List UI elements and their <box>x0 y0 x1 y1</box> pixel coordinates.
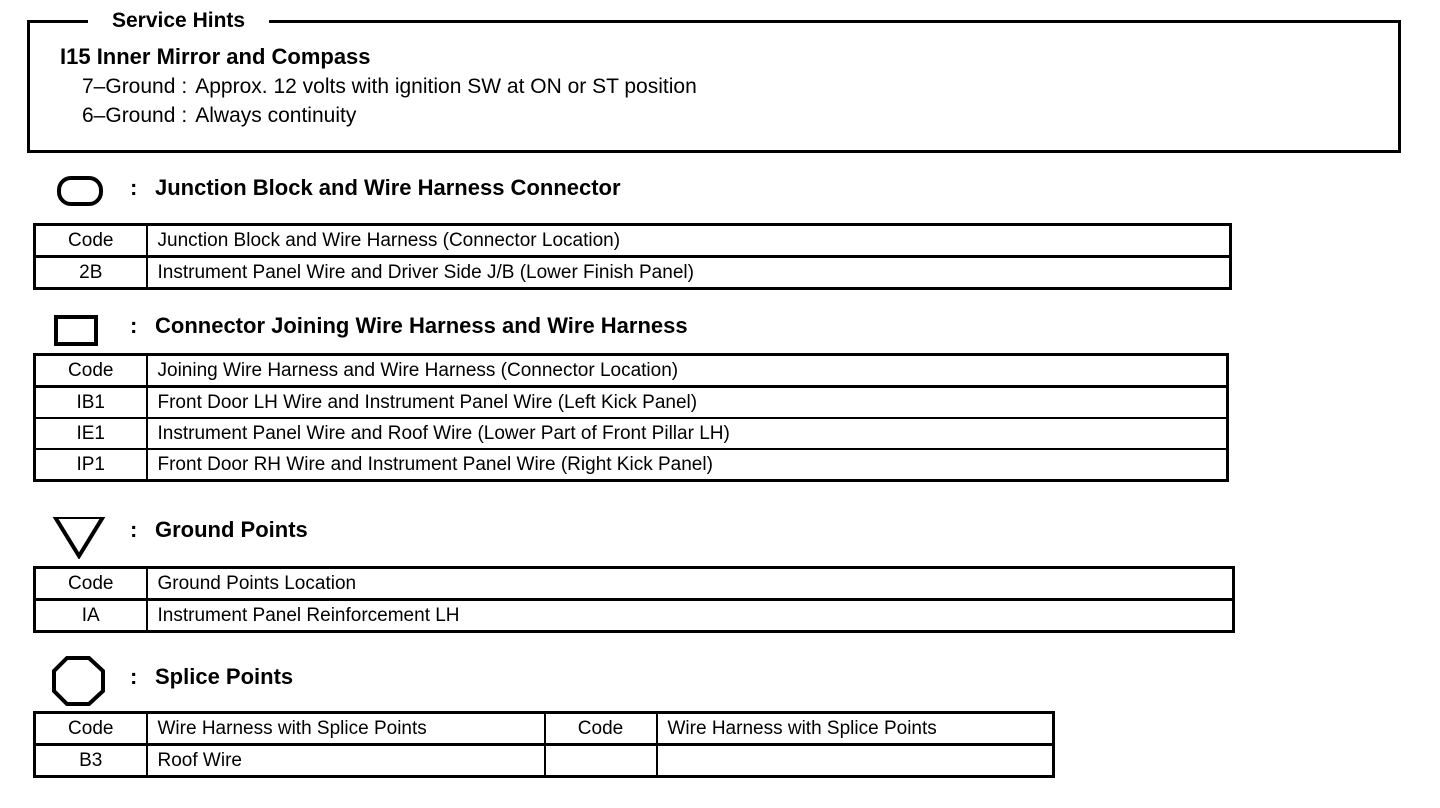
location-cell: Instrument Panel Wire and Driver Side J/B (Lower Finish Panel) <box>147 257 1231 289</box>
hint-colon: : <box>181 75 188 98</box>
hint-line <box>82 74 697 100</box>
code-cell: IA <box>35 600 147 632</box>
heading-colon: : <box>130 517 138 542</box>
table-row <box>35 449 1228 481</box>
column-header: Code <box>35 225 147 257</box>
junction-section-title: Junction Block and Wire Harness Connector <box>155 175 621 200</box>
hint-terms: 6–Ground <box>82 104 176 127</box>
column-header: Code <box>35 355 147 387</box>
table-row <box>35 257 1231 289</box>
location-cell: Instrument Panel Wire and Roof Wire (Lower Part of Front Pillar LH) <box>147 418 1228 449</box>
column-header: Code <box>35 568 147 600</box>
junction-table <box>33 223 1232 290</box>
splice-table <box>33 711 1055 778</box>
heading-colon: : <box>130 664 138 689</box>
heading-colon: : <box>130 175 138 200</box>
table-header-row <box>35 225 1231 257</box>
component-title: I15 Inner Mirror and Compass <box>60 44 371 69</box>
code-cell <box>545 745 657 777</box>
service-hints-legend: Service Hints <box>88 8 269 34</box>
code-cell: IE1 <box>35 418 147 449</box>
table-row <box>35 600 1234 632</box>
octagon-icon <box>50 656 110 706</box>
hint-terms: 7–Ground <box>82 75 176 98</box>
table-header-row <box>35 568 1234 600</box>
hint-text: Always continuity <box>195 104 357 127</box>
hint-colon: : <box>181 104 188 127</box>
hint-line <box>82 103 356 129</box>
column-header: Ground Points Location <box>147 568 1234 600</box>
splice-section-title: Splice Points <box>155 664 294 689</box>
ground-section-title: Ground Points <box>155 517 308 542</box>
code-cell: 2B <box>35 257 147 289</box>
down-triangle-icon <box>50 517 110 559</box>
connector-section-title: Connector Joining Wire Harness and Wire Harness <box>155 313 688 338</box>
column-header: Joining Wire Harness and Wire Harness (Connector Location) <box>147 355 1228 387</box>
table-header-row <box>35 713 1054 745</box>
code-cell: IB1 <box>35 387 147 419</box>
code-cell: IP1 <box>35 449 147 481</box>
rectangle-icon <box>50 313 110 349</box>
harness-cell <box>657 745 1054 777</box>
table-row <box>35 387 1228 419</box>
column-header: Code <box>35 713 147 745</box>
hint-text: Approx. 12 volts with ignition SW at ON or ST position <box>195 75 697 98</box>
rounded-rectangle-icon <box>50 175 110 209</box>
column-header: Wire Harness with Splice Points <box>657 713 1054 745</box>
location-cell: Front Door LH Wire and Instrument Panel Wire (Left Kick Panel) <box>147 387 1228 419</box>
ground-table <box>33 566 1235 633</box>
column-header: Junction Block and Wire Harness (Connector Location) <box>147 225 1231 257</box>
connector-table <box>33 353 1229 482</box>
location-cell: Front Door RH Wire and Instrument Panel Wire (Right Kick Panel) <box>147 449 1228 481</box>
location-cell: Instrument Panel Reinforcement LH <box>147 600 1234 632</box>
table-row <box>35 745 1054 777</box>
column-header: Code <box>545 713 657 745</box>
table-header-row <box>35 355 1228 387</box>
column-header: Wire Harness with Splice Points <box>147 713 545 745</box>
heading-colon: : <box>130 313 138 338</box>
code-cell: B3 <box>35 745 147 777</box>
harness-cell: Roof Wire <box>147 745 545 777</box>
table-row <box>35 418 1228 449</box>
